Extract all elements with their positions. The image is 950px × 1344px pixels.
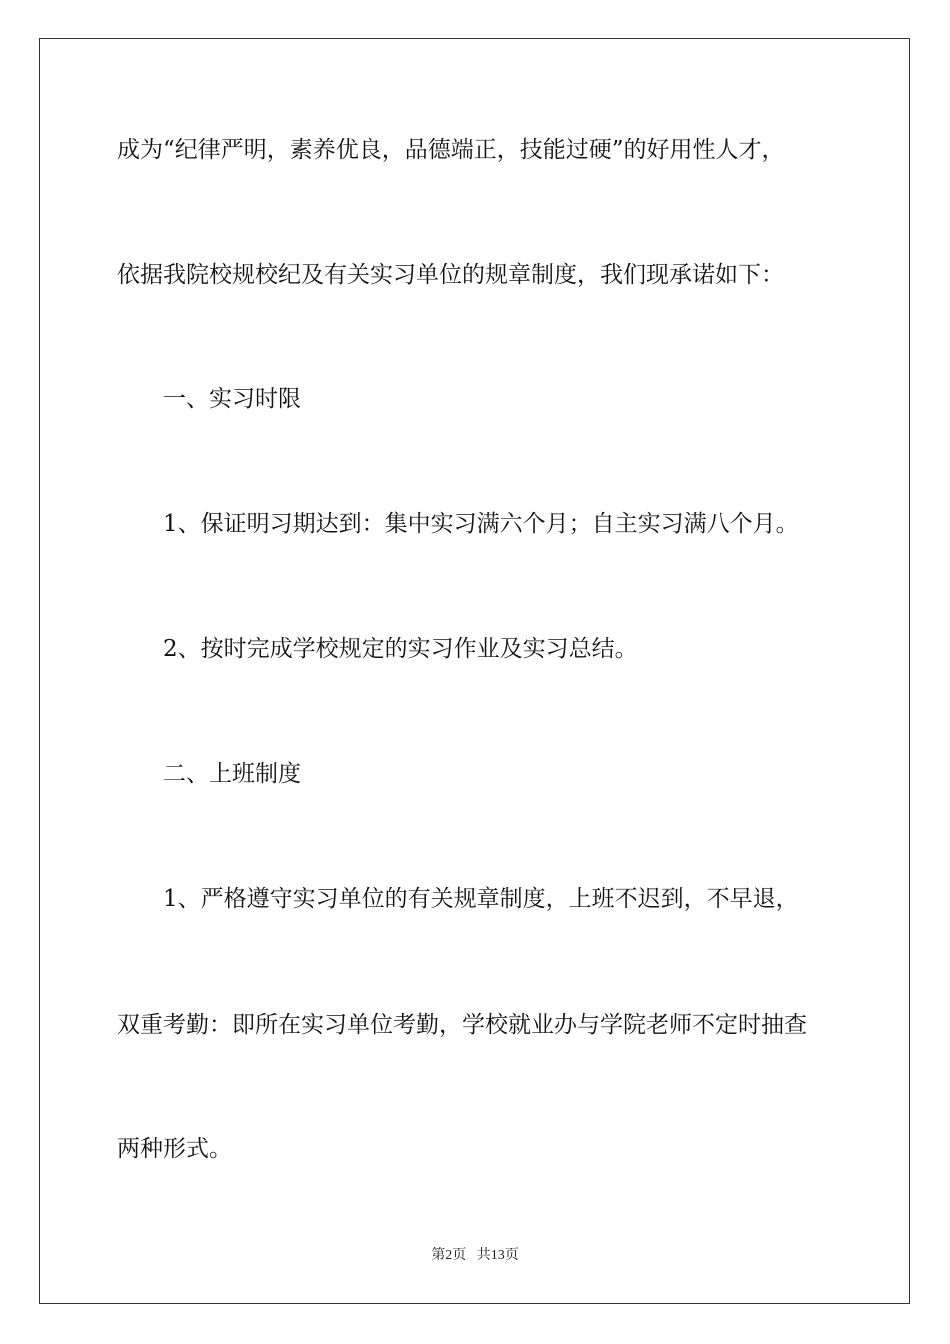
page-border xyxy=(39,38,910,1304)
body-text-line: 1、保证明习期达到：集中实习满六个月；自主实习满八个月。 xyxy=(163,511,799,537)
page-total: 共13页 xyxy=(476,1248,519,1263)
body-text-line: 两种形式。 xyxy=(117,1136,232,1162)
body-text-line: 依据我院校规校纪及有关实习单位的规章制度，我们现承诺如下： xyxy=(117,262,784,288)
section-heading: 一、实习时限 xyxy=(163,386,301,412)
body-text-line: 双重考勤：即所在实习单位考勤，学校就业办与学院老师不定时抽查 xyxy=(117,1012,807,1038)
body-text-line: 2、按时完成学校规定的实习作业及实习总结。 xyxy=(163,636,638,662)
footer-spacer xyxy=(466,1248,477,1263)
page-footer xyxy=(0,1246,950,1266)
page-number: 第2页 xyxy=(431,1248,467,1263)
section-heading: 二、上班制度 xyxy=(163,761,301,787)
body-text-line: 1、严格遵守实习单位的有关规章制度，上班不迟到，不早退， xyxy=(163,886,799,912)
body-text-line: 成为“纪律严明，素养优良，品德端正，技能过硬”的好用性人才， xyxy=(117,137,785,163)
